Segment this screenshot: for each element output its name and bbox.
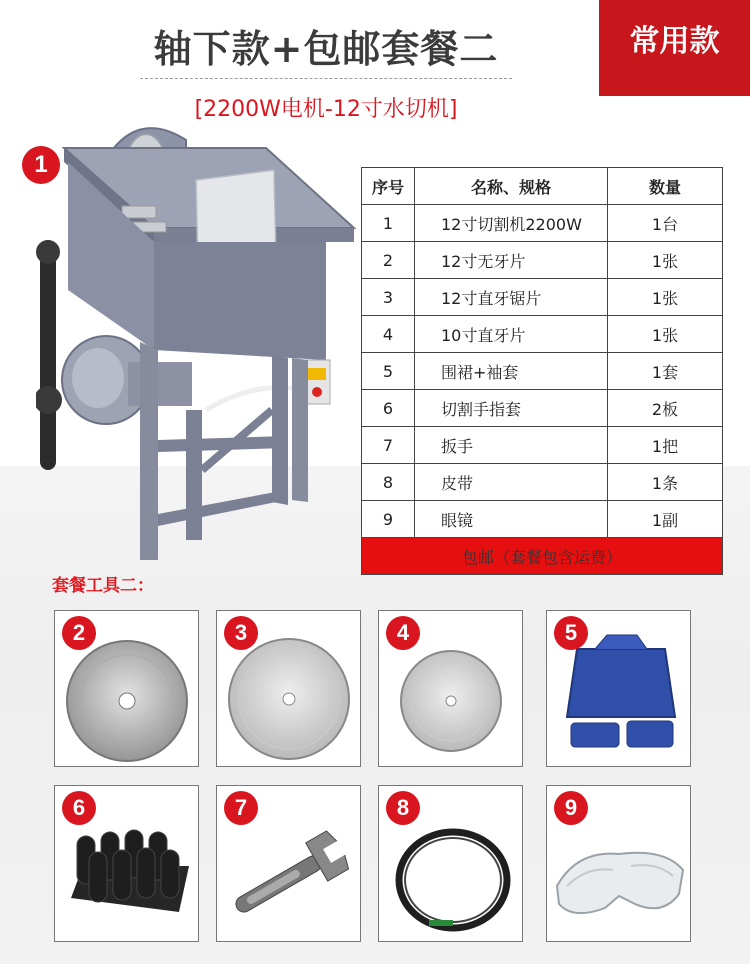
- row-name: 12寸直牙锯片: [415, 279, 608, 316]
- card-number-badge: 5: [554, 616, 588, 650]
- row-index: 1: [362, 205, 415, 242]
- product-card-goggles: [546, 785, 691, 942]
- card-number-badge: 7: [224, 791, 258, 825]
- cutting-machine-image: [36, 110, 356, 570]
- row-qty: 2板: [608, 390, 723, 427]
- row-qty: 1张: [608, 242, 723, 279]
- table-row: [362, 279, 723, 316]
- title-divider: [140, 78, 512, 79]
- header-name: 名称、规格: [415, 168, 608, 205]
- card-number-badge: 8: [386, 791, 420, 825]
- row-name: 10寸直牙片: [415, 316, 608, 353]
- row-index: 6: [362, 390, 415, 427]
- popular-badge-label: 常用款: [629, 24, 720, 59]
- product-card-blade-small: [378, 610, 523, 767]
- package-label: 套餐工具二：: [52, 576, 154, 596]
- machine-number-badge: 1: [22, 146, 60, 184]
- product-card-finger-cots: [54, 785, 199, 942]
- row-qty: 1副: [608, 501, 723, 538]
- table-row: [362, 205, 723, 242]
- row-name: 切割手指套: [415, 390, 608, 427]
- table-header-row: [362, 168, 723, 205]
- row-index: 8: [362, 464, 415, 501]
- page-subtitle: [2200W电机-12寸水切机]: [194, 97, 458, 122]
- row-index: 5: [362, 353, 415, 390]
- shipping-note: 包邮（套餐包含运费）: [362, 538, 723, 575]
- table-row: [362, 427, 723, 464]
- row-index: 9: [362, 501, 415, 538]
- product-card-blade-smooth: [54, 610, 199, 767]
- row-qty: 1条: [608, 464, 723, 501]
- table-row: [362, 242, 723, 279]
- row-index: 2: [362, 242, 415, 279]
- row-qty: 1把: [608, 427, 723, 464]
- card-number-badge: 4: [386, 616, 420, 650]
- table-row: [362, 390, 723, 427]
- row-name: 围裙+袖套: [415, 353, 608, 390]
- row-qty: 1台: [608, 205, 723, 242]
- row-name: 扳手: [415, 427, 608, 464]
- popular-badge: [599, 0, 750, 96]
- table-row: [362, 501, 723, 538]
- header-qty: 数量: [608, 168, 723, 205]
- table-row: [362, 353, 723, 390]
- header-index: 序号: [362, 168, 415, 205]
- row-qty: 1张: [608, 316, 723, 353]
- row-qty: 1套: [608, 353, 723, 390]
- row-index: 3: [362, 279, 415, 316]
- row-index: 7: [362, 427, 415, 464]
- product-card-apron: [546, 610, 691, 767]
- spec-table: [361, 167, 723, 575]
- row-name: 眼镜: [415, 501, 608, 538]
- card-number-badge: 6: [62, 791, 96, 825]
- card-number-badge: 3: [224, 616, 258, 650]
- table-footer-row: [362, 538, 723, 575]
- page-title: 轴下款+包邮套餐二: [153, 27, 499, 71]
- row-name: 皮带: [415, 464, 608, 501]
- table-row: [362, 316, 723, 353]
- row-name: 12寸切割机2200W: [415, 205, 608, 242]
- product-card-wrench: [216, 785, 361, 942]
- row-index: 4: [362, 316, 415, 353]
- table-row: [362, 464, 723, 501]
- card-number-badge: 9: [554, 791, 588, 825]
- card-number-badge: 2: [62, 616, 96, 650]
- product-card-blade-large: [216, 610, 361, 767]
- row-qty: 1张: [608, 279, 723, 316]
- row-name: 12寸无牙片: [415, 242, 608, 279]
- product-card-belt: [378, 785, 523, 942]
